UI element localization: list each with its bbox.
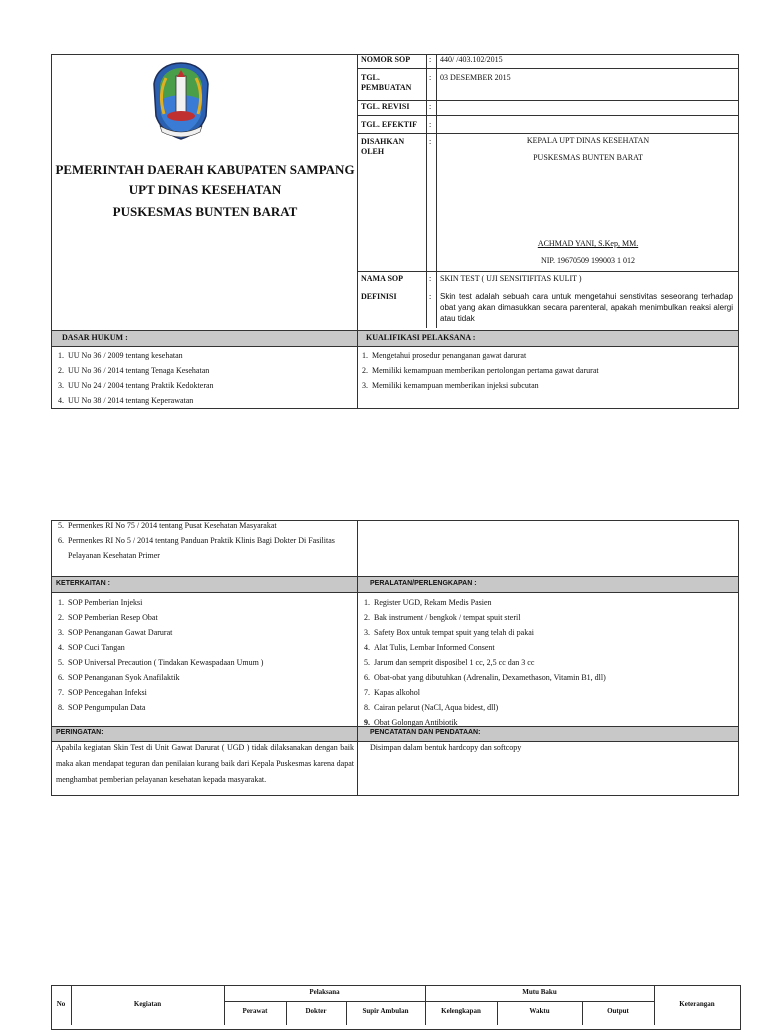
meta-row-line [357, 68, 739, 69]
section-line [51, 330, 739, 331]
th-dokter: Dokter [305, 1007, 327, 1015]
nama-sop-label: NAMA SOP [361, 274, 403, 283]
disahkan-line2: PUSKESMAS BUNTEN BARAT [533, 153, 643, 162]
nama-sop-value: SKIN TEST ( UJI SENSITIFITAS KULIT ) [440, 274, 582, 283]
colon: : [429, 274, 432, 283]
list-item: 8. Cairan pelarut (NaCl, Aqua bidest, dll) [364, 703, 499, 712]
pencatatan-title: PENCATATAN DAN PENDATAAN: [370, 729, 481, 736]
peralatan-title: PERALATAN/PERLENGKAPAN : [370, 580, 477, 587]
list-item: 3. SOP Penanganan Gawat Darurat [58, 628, 173, 637]
sampang-emblem-logo [146, 60, 216, 142]
header-title-line3: PUSKESMAS BUNTEN BARAT [112, 204, 298, 219]
colon: : [429, 120, 432, 129]
keterkaitan-list [52, 595, 263, 715]
th-pelaksana: Pelaksana [309, 988, 340, 996]
section-line [51, 726, 739, 727]
th-no: No [56, 1000, 66, 1008]
list-item: 5. Jarum dan semprit disposibel 1 cc, 2,5 cc dan 3 cc [364, 658, 535, 667]
peringatan-title: PERINGATAN: [56, 729, 104, 736]
nomor-sop-value: 440/ /403.102/2015 [440, 55, 503, 64]
nomor-sop-label: NOMOR SOP [361, 55, 411, 64]
list-item: 5. Permenkes RI No 75 / 2014 tentang Pusat Kesehatan Masyarakat [58, 521, 277, 530]
colon: : [429, 55, 432, 64]
list-item: 2. UU No 36 / 2014 tentang Tenaga Kesehatan [58, 366, 210, 375]
definisi-label: DEFINISI [361, 292, 397, 301]
list-item: 3. Memiliki kemampuan memberikan injeksi subcutan [362, 381, 539, 390]
list-item: 4. Alat Tulis, Lembar Informed Consent [364, 643, 495, 652]
list-item: 1. Mengetahui prosedur penanganan gawat darurat [362, 351, 527, 360]
signer-nip: NIP. 19670509 199003 1 012 [540, 256, 635, 265]
meta-row-line [357, 133, 739, 134]
list-item: 1. Register UGD, Rekam Medis Pasien [364, 598, 492, 607]
th-kelengkapan: Kelengkapan [441, 1007, 481, 1015]
tgl-revisi-label: TGL. REVISI [361, 102, 410, 111]
dasar-hukum-title: DASAR HUKUM : [62, 333, 128, 342]
list-item: 3. Safety Box untuk tempat spuit yang telah di pakai [364, 628, 534, 637]
list-item: 1. SOP Pemberian Injeksi [58, 598, 143, 607]
list-item: 8. SOP Pengumpulan Data [58, 703, 146, 712]
list-item: 6. Obat-obat yang dibutuhkan (Adrenalin, Dexamethason, Vitamin B1, dll) [364, 673, 606, 682]
meta-row-line [357, 115, 739, 116]
meta-colon-divider-right [436, 54, 437, 328]
th-mutu-baku: Mutu Baku [522, 988, 557, 996]
colon: : [429, 73, 432, 82]
keterkaitan-title: KETERKAITAN : [56, 580, 110, 587]
tgl-pembuatan-value: 03 DESEMBER 2015 [440, 73, 511, 82]
list-item: 2. Memiliki kemampuan memberikan pertolongan pertama gawat darurat [362, 366, 599, 375]
dasar-hukum-list-cont [52, 518, 335, 563]
th-perawat: Perawat [242, 1007, 268, 1015]
tgl-pembuatan-label: TGL. PEMBUATAN [361, 73, 412, 92]
tgl-efektif-label: TGL. EFEKTIF [361, 120, 418, 129]
pencatatan-text: Disimpan dalam bentuk hardcopy dan softcopy [370, 743, 522, 752]
list-item: 2. SOP Pemberian Resep Obat [58, 613, 158, 622]
section-line [51, 576, 739, 577]
th-kegiatan: Kegiatan [133, 1000, 162, 1008]
list-item: 7. SOP Pencegahan Infeksi [58, 688, 147, 697]
header-title-line2: UPT DINAS KESEHATAN [128, 182, 282, 197]
list-item: Pelayanan Kesehatan Primer [68, 551, 160, 560]
th-supir: Supir Ambulan [362, 1007, 409, 1015]
header-title-line1: PEMERINTAH DAERAH KABUPATEN SAMPANG [55, 162, 355, 177]
kualifikasi-title: KUALIFIKASI PELAKSANA : [366, 333, 476, 342]
kualifikasi-list [356, 348, 599, 393]
list-item: 6. Permenkes RI No 5 / 2014 tentang Panduan Praktik Klinis Bagi Dokter Di Fasilitas [58, 536, 335, 545]
list-item: 6. SOP Penanganan Syok Anafilaktik [58, 673, 180, 682]
th-keterangan: Keterangan [679, 1000, 715, 1008]
meta-row-line [357, 271, 739, 272]
list-item: 3. UU No 24 / 2004 tentang Praktik Kedokteran [58, 381, 214, 390]
signer-name: ACHMAD YANI, S.Kep, MM. [537, 239, 639, 248]
colon: : [429, 292, 432, 301]
table-sub-line [224, 1001, 654, 1002]
list-item: 1. UU No 36 / 2009 tentang kesehatan [58, 351, 183, 360]
list-item: 4. UU No 38 / 2014 tentang Keperawatan [58, 396, 194, 405]
section-line [51, 592, 739, 593]
disahkan-label: DISAHKAN OLEH [361, 137, 405, 156]
colon: : [429, 137, 432, 146]
meta-colon-divider-left [426, 54, 427, 328]
peringatan-text: Apabila kegiatan Skin Test di Unit Gawat Darurat ( UGD ) tidak dilaksanakan dengan baik maka akan mendapat teguran dan penilaian kurang baik dari Kepala Puskesmas karena dapat menghambat pemberian pelayanan kesehatan kepada masyarakat. [56, 743, 354, 784]
colon: : [429, 102, 432, 111]
list-item: 4. SOP Cuci Tangan [58, 643, 125, 652]
list-item: 2. Bak instrument / bengkok / tempat spuit steril [364, 613, 521, 622]
th-waktu: Waktu [529, 1007, 550, 1015]
meta-row-line [357, 100, 739, 101]
disahkan-line1: KEPALA UPT DINAS KESEHATAN [526, 136, 650, 145]
list-item: 5. SOP Universal Precaution ( Tindakan Kewaspadaan Umum ) [58, 658, 264, 667]
section-line [51, 346, 739, 347]
dasar-hukum-list [52, 348, 214, 408]
list-item: 7. Kapas alkohol [364, 688, 420, 697]
list-item: 9. Obat Golongan Antibiotik [364, 718, 458, 727]
peralatan-list [358, 595, 606, 730]
definisi-value: Skin test adalah sebuah cara untuk mengetahui senstivitas seseorang terhadap obat yang akan dimasukkan secara parenteral, apakah menimbulkan reaksi alergi atau tidak [440, 292, 733, 323]
th-output: Output [607, 1007, 629, 1015]
